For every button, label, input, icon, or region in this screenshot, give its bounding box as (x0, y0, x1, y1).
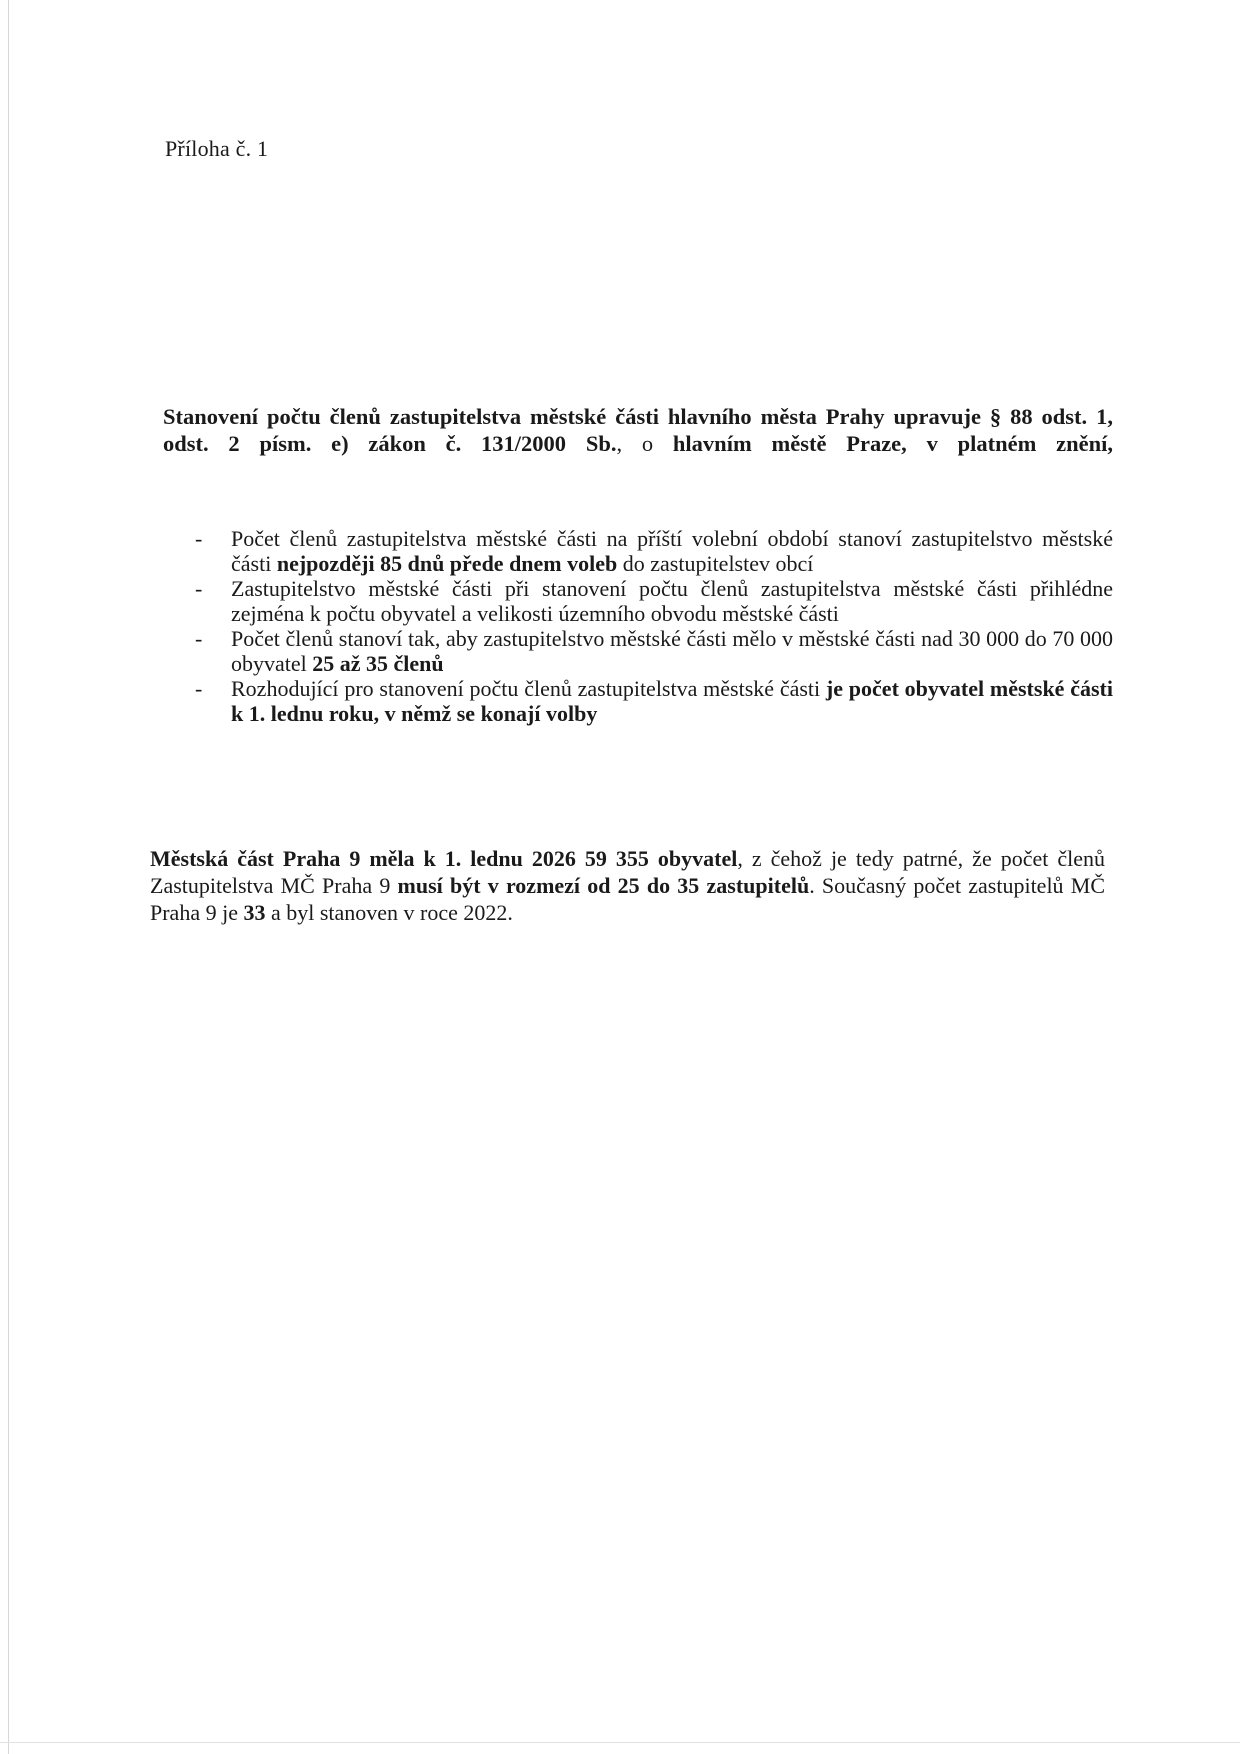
bullet-dash: - (195, 576, 203, 601)
summary-bold-count: 33 (243, 900, 266, 925)
bullet-item-criteria (195, 576, 1113, 626)
intro-paragraph (163, 403, 1113, 457)
intro-bold-part: Stanovení počtu členů zastupitelstva městské části hlavního města Prahy upravuje § 88 odst. 1, odst. 2 písm. e) zákon č. 131/2000 Sb. (163, 404, 1113, 456)
bullet-list (195, 526, 1113, 726)
bullet-dash: - (195, 626, 203, 651)
bullet-text: Rozhodující pro stanovení počtu členů zastupitelstva městské části (231, 676, 826, 701)
summary-bold-population: Městská část Praha 9 měla k 1. lednu 2026 59 355 obyvatel (150, 846, 738, 871)
summary-text: a byl stanoven v roce 2022. (265, 900, 513, 925)
annex-label: Příloha č. 1 (165, 136, 269, 161)
summary-bold-range: musí být v rozmezí od 25 do 35 zastupitelů (397, 873, 810, 898)
summary-text: . Současný počet zastupitelů MČ Praha 9 je (150, 873, 1105, 925)
bullet-dash: - (195, 526, 203, 551)
bullet-item-population-date (195, 676, 1113, 726)
bullet-text: Počet členů stanoví tak, aby zastupitelstvo městské části mělo v městské části nad 30 000 do 70 000 obyvatel (231, 626, 1113, 676)
intro-bold-tail: hlavním městě Praze, v platném znění, (672, 431, 1113, 456)
scan-edge-bottom (0, 1742, 1240, 1743)
bullet-text: do zastupitelstev obcí (617, 551, 814, 576)
bullet-text: Zastupitelstvo městské části při stanovení počtu členů zastupitelstva městské části přihlédne zejména k počtu obyvatel a velikosti územního obvodu městské části (231, 576, 1113, 626)
scan-edge-left (8, 0, 9, 1754)
bullet-item-deadline (195, 526, 1113, 576)
bullet-bold: 25 až 35 členů (312, 651, 444, 676)
bullet-item-member-range (195, 626, 1113, 676)
bullet-dash: - (195, 676, 203, 701)
bullet-bold: nejpozději 85 dnů přede dnem voleb (276, 551, 618, 576)
summary-text: , z čehož je tedy patrné, že počet členů Zastupitelstva MČ Praha 9 (150, 846, 1106, 898)
bullet-text: Počet členů zastupitelstva městské části na příští volební období stanoví zastupitelstvo městské části (231, 526, 1113, 576)
intro-normal-part: , o (616, 431, 673, 456)
summary-paragraph (150, 845, 1105, 926)
bullet-bold: je počet obyvatel městské části k 1. lednu roku, v němž se konají volby (231, 676, 1113, 726)
